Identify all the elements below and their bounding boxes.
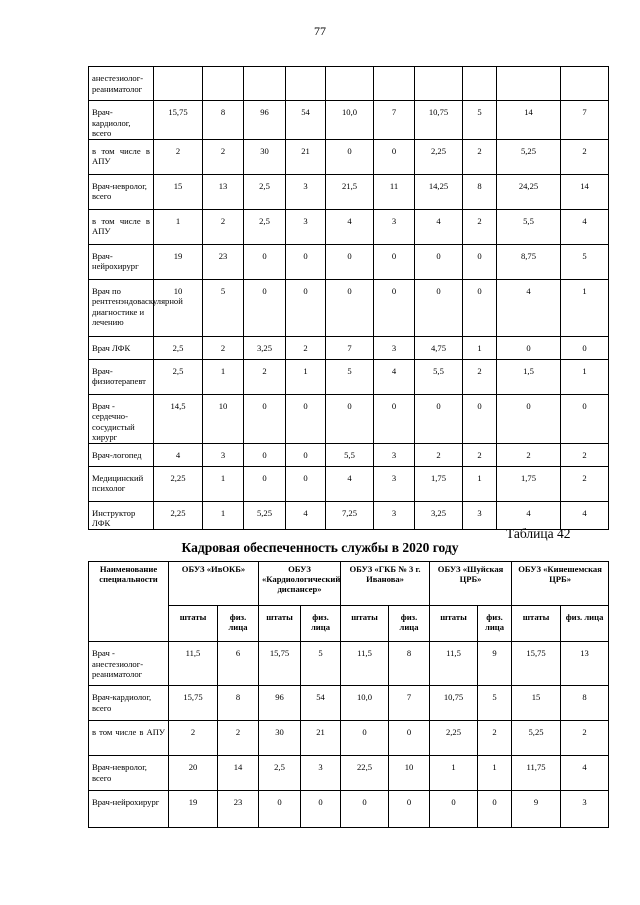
table-row: Врач-нейрохирург 19 23 0 0 0 0 0 0 8,75 5	[89, 244, 609, 279]
row-name: Медицинский психолог	[89, 466, 154, 501]
table-row	[89, 67, 609, 101]
column-header-name: Наименование специальности	[89, 562, 169, 642]
row-name: в том числе в АПУ	[89, 139, 154, 174]
row-name: Врач-кардиолог, всего	[89, 686, 169, 721]
table-row: Врач - сердечно-сосудистый хирург 14,5 10 0 0 0 0 0 0 0 0	[89, 394, 609, 443]
subheader-staff: штаты	[430, 606, 478, 642]
table-row: Врач-нейрохирург 19 23 0 0 0 0 0 0 9 3	[89, 791, 609, 828]
table-row: Врач-логопед 4 3 0 0 5,5 3 2 2 2 2	[89, 443, 609, 466]
row-name: Врач-логопед	[89, 443, 154, 466]
staffing-table-2020	[88, 561, 609, 828]
row-name: Врач-нейрохирург	[89, 244, 154, 279]
table-label: Таблица 42	[506, 526, 571, 541]
row-name: Врач - анестезиолог-реаниматолог	[89, 642, 169, 686]
row-name: Врач-физиотерапевт	[89, 359, 154, 394]
page-number: 77	[314, 24, 326, 38]
column-header-org: ОБУЗ «ИвОКБ»	[169, 562, 259, 606]
table-row: в том числе в АПУ 2 2 30 21 0 0 2,25 2 5,25 2	[89, 721, 609, 756]
table-row: Врач ЛФК 2,5 2 3,25 2 7 3 4,75 1 0 0	[89, 336, 609, 359]
subheader-persons: физ. лица	[218, 606, 259, 642]
subheader-persons: физ. лица	[389, 606, 430, 642]
table-row: в том числе в АПУ 1 2 2,5 3 4 3 4 2 5,5 4	[89, 209, 609, 244]
table-title: Кадровая обеспеченность службы в 2020 году	[181, 540, 459, 555]
subheader-staff: штаты	[259, 606, 301, 642]
row-name: Инструктор ЛФК	[89, 501, 154, 529]
table-row: Врач по рентгенэндоваскулярной диагностике и лечению 10 5 0 0 0 0 0 0 4 1	[89, 279, 609, 336]
table-row: Врач-невролог, всего 20 14 2,5 3 22,5 10 1 1 11,75 4	[89, 756, 609, 791]
table-row: Врач - анестезиолог-реаниматолог 11,5 6 15,75 5 11,5 8 11,5 9 15,75 13	[89, 642, 609, 686]
column-header-org: ОБУЗ «Кардиологический диспансер»	[259, 562, 341, 606]
table-row: Врач-кардиолог, всего 15,75 8 96 54 10,0 7 10,75 5 14 7	[89, 101, 609, 140]
table-row: Врач-кардиолог, всего 15,75 8 96 54 10,0 7 10,75 5 15 8	[89, 686, 609, 721]
subheader-persons: физ. лица	[478, 606, 512, 642]
staffing-table-continued	[88, 66, 609, 530]
row-name: Врач-невролог, всего	[89, 174, 154, 209]
subheader-staff: штаты	[169, 606, 218, 642]
subheader-persons: физ. лица	[561, 606, 609, 642]
column-header-org: ОБУЗ «Кинешемская ЦРБ»	[512, 562, 609, 606]
table-row: Врач-невролог, всего 15 13 2,5 3 21,5 11 14,25 8 24,25 14	[89, 174, 609, 209]
row-name: Врач-невролог, всего	[89, 756, 169, 791]
subheader-persons: физ. лица	[301, 606, 341, 642]
table-row: Врач-физиотерапевт 2,5 1 2 1 5 4 5,5 2 1,5 1	[89, 359, 609, 394]
row-name: в том числе в АПУ	[89, 721, 169, 756]
row-name: анестезиолог-реаниматолог	[89, 67, 154, 101]
column-header-org: ОБУЗ «Шуйская ЦРБ»	[430, 562, 512, 606]
column-header-org: ОБУЗ «ГКБ № 3 г. Иванова»	[341, 562, 430, 606]
table-row: в том числе в АПУ 2 2 30 21 0 0 2,25 2 5,25 2	[89, 139, 609, 174]
row-name: Врач-кардиолог, всего	[89, 101, 154, 140]
row-name: Врач по рентгенэндоваскулярной диагностике и лечению	[89, 279, 154, 336]
row-name: Врач ЛФК	[89, 336, 154, 359]
header-row	[89, 562, 609, 606]
table-row: Инструктор ЛФК 2,25 1 5,25 4 7,25 3 3,25 3 4 4	[89, 501, 609, 529]
subheader-staff: штаты	[512, 606, 561, 642]
row-name: Врач-нейрохирург	[89, 791, 169, 828]
row-name: Врач - сердечно-сосудистый хирург	[89, 394, 154, 443]
subheader-staff: штаты	[341, 606, 389, 642]
table-row: Медицинский психолог 2,25 1 0 0 4 3 1,75 1 1,75 2	[89, 466, 609, 501]
row-name: в том числе в АПУ	[89, 209, 154, 244]
